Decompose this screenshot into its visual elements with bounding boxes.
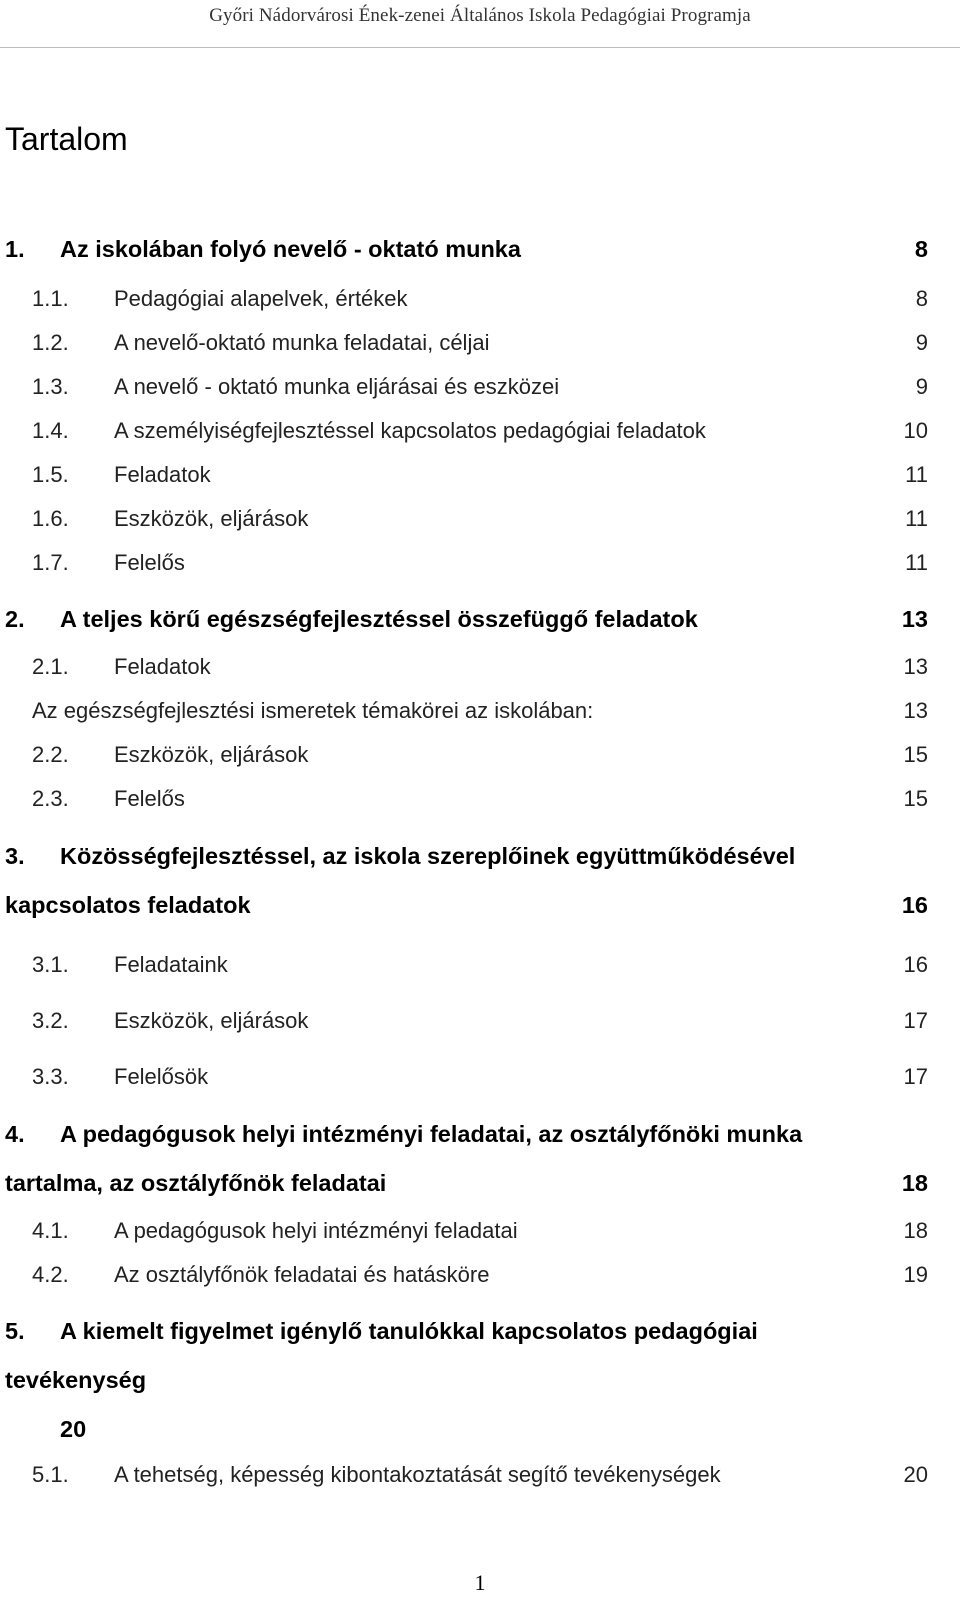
toc-entry [0, 1416, 960, 1450]
toc-entry-title: Felelős [114, 786, 185, 811]
toc-entry-title: A személyiségfejlesztéssel kapcsolatos pedagógiai feladatok [114, 418, 706, 443]
toc-entry-number: 1.5. [32, 462, 69, 487]
toc-entry-page: 11 [905, 506, 928, 531]
toc-entry-number: 3.1. [32, 952, 69, 977]
toc-entry-title: Felelős [114, 550, 185, 575]
toc-entry [0, 506, 960, 540]
toc-entry-title: Az iskolában folyó nevelő - oktató munka [60, 236, 521, 262]
toc-entry [0, 550, 960, 584]
toc-entry-title: Közösségfejlesztéssel, az iskola szereplőinek együttműködésével [60, 843, 796, 869]
toc-entry [0, 952, 960, 986]
toc-entry-title: Pedagógiai alapelvek, értékek [114, 286, 408, 311]
toc-entry-title: A nevelő - oktató munka eljárásai és eszközei [114, 374, 560, 399]
toc-entry-title: 20 [60, 1416, 87, 1442]
toc-entry-number: 4.2. [32, 1262, 69, 1287]
toc-entry-number: 1.7. [32, 550, 69, 575]
toc-entry-page: 13 [901, 606, 928, 632]
toc-entry [0, 654, 960, 688]
toc-entry-title: tartalma, az osztályfőnök feladatai [5, 1170, 387, 1196]
toc-entry-page: 11 [905, 550, 928, 575]
toc-entry-title: Feladatok [114, 654, 211, 679]
toc-entry-title: A teljes körű egészségfejlesztéssel összefüggő feladatok [60, 606, 698, 632]
toc-entry [0, 843, 960, 877]
toc-entry-title: Felelősök [114, 1064, 209, 1089]
toc-entry-page: 15 [903, 786, 928, 811]
toc-heading: Tartalom [5, 121, 128, 157]
toc-entry-number: 5. [5, 1318, 25, 1344]
toc-entry [0, 1170, 960, 1204]
toc-entry-page: 11 [905, 462, 928, 487]
toc-entry-page: 17 [903, 1064, 928, 1089]
toc-entry-number: 1.3. [32, 374, 69, 399]
toc-entry-title: A tehetség, képesség kibontakoztatását segítő tevékenységek [114, 1462, 721, 1487]
toc-entry [0, 1008, 960, 1042]
toc-entry-page: 18 [903, 1218, 928, 1243]
toc-entry-page: 20 [903, 1462, 928, 1487]
toc-entry-number: 1. [5, 236, 25, 262]
toc-entry [0, 1064, 960, 1098]
toc-entry [0, 742, 960, 776]
toc-entry-page: 17 [903, 1008, 928, 1033]
toc-entry-page: 16 [901, 892, 928, 918]
toc-entry [0, 1318, 960, 1352]
toc-entry-number: 1.2. [32, 330, 69, 355]
toc-entry [0, 1262, 960, 1296]
toc-entry-page: 9 [915, 330, 928, 355]
toc-entry-number: 3.3. [32, 1064, 69, 1089]
toc-entry-page: 15 [903, 742, 928, 767]
toc-entry-title: A pedagógusok helyi intézményi feladatai [114, 1218, 518, 1243]
toc-entry-number: 4. [5, 1121, 25, 1147]
toc-entry-number: 4.1. [32, 1218, 69, 1243]
toc-entry-page: 13 [903, 654, 928, 679]
toc-entry-number: 2. [5, 606, 25, 632]
toc-entry-number: 2.2. [32, 742, 69, 767]
toc-entry [0, 374, 960, 408]
toc-entry [0, 418, 960, 452]
toc-entry-page: 16 [903, 952, 928, 977]
toc-entry-title: Az osztályfőnök feladatai és hatásköre [114, 1262, 490, 1287]
toc-entry-title: Feladatok [114, 462, 211, 487]
toc-entry-title: Eszközök, eljárások [114, 1008, 309, 1033]
toc-entry-page: 10 [903, 418, 928, 443]
toc-entry-title: A nevelő-oktató munka feladatai, céljai [114, 330, 490, 355]
toc-entry-number: 1.1. [32, 286, 69, 311]
toc-entry-number: 1.4. [32, 418, 69, 443]
toc-entry-page: 8 [914, 236, 928, 262]
toc-entry-title: Feladataink [114, 952, 228, 977]
toc-entry-title: kapcsolatos feladatok [5, 892, 251, 918]
toc-entry [0, 1462, 960, 1496]
toc-entry [0, 1218, 960, 1252]
toc-entry-number: 5.1. [32, 1462, 69, 1487]
toc-entry-number: 1.6. [32, 506, 69, 531]
toc-entry [0, 330, 960, 364]
toc-entry-title: Eszközök, eljárások [114, 506, 309, 531]
toc-entry-number: 2.1. [32, 654, 69, 679]
toc-entry [0, 462, 960, 496]
toc-entry-number: 3. [5, 843, 25, 869]
toc-entry [0, 236, 960, 270]
page-number: 1 [474, 1570, 486, 1595]
toc-entry-page: 19 [903, 1262, 928, 1287]
toc-entry [0, 892, 960, 926]
toc-entry [0, 1367, 960, 1401]
toc-entry-title: A pedagógusok helyi intézményi feladatai, az osztályfőnöki munka [60, 1121, 803, 1147]
toc-entry-page: 18 [901, 1170, 928, 1196]
toc-entry [0, 606, 960, 640]
toc-entry [0, 1121, 960, 1155]
toc-entry-page: 9 [915, 374, 928, 399]
toc-entry-page: 13 [903, 698, 928, 723]
toc-entry-number: 3.2. [32, 1008, 69, 1033]
toc-entry-page: 8 [915, 286, 928, 311]
toc-entry [0, 286, 960, 320]
toc-entry-title: Az egészségfejlesztési ismeretek témakörei az iskolában: [32, 698, 594, 723]
toc-entry-title: A kiemelt figyelmet igénylő tanulókkal kapcsolatos pedagógiai [60, 1318, 758, 1344]
toc-entry-title: tevékenység [5, 1367, 147, 1393]
toc-entry [0, 786, 960, 820]
toc-entry [0, 698, 960, 732]
header-title: Győri Nádorvárosi Ének-zenei Általános Iskola Pedagógiai Programja [209, 5, 751, 26]
toc-entry-number: 2.3. [32, 786, 69, 811]
toc-entry-title: Eszközök, eljárások [114, 742, 309, 767]
